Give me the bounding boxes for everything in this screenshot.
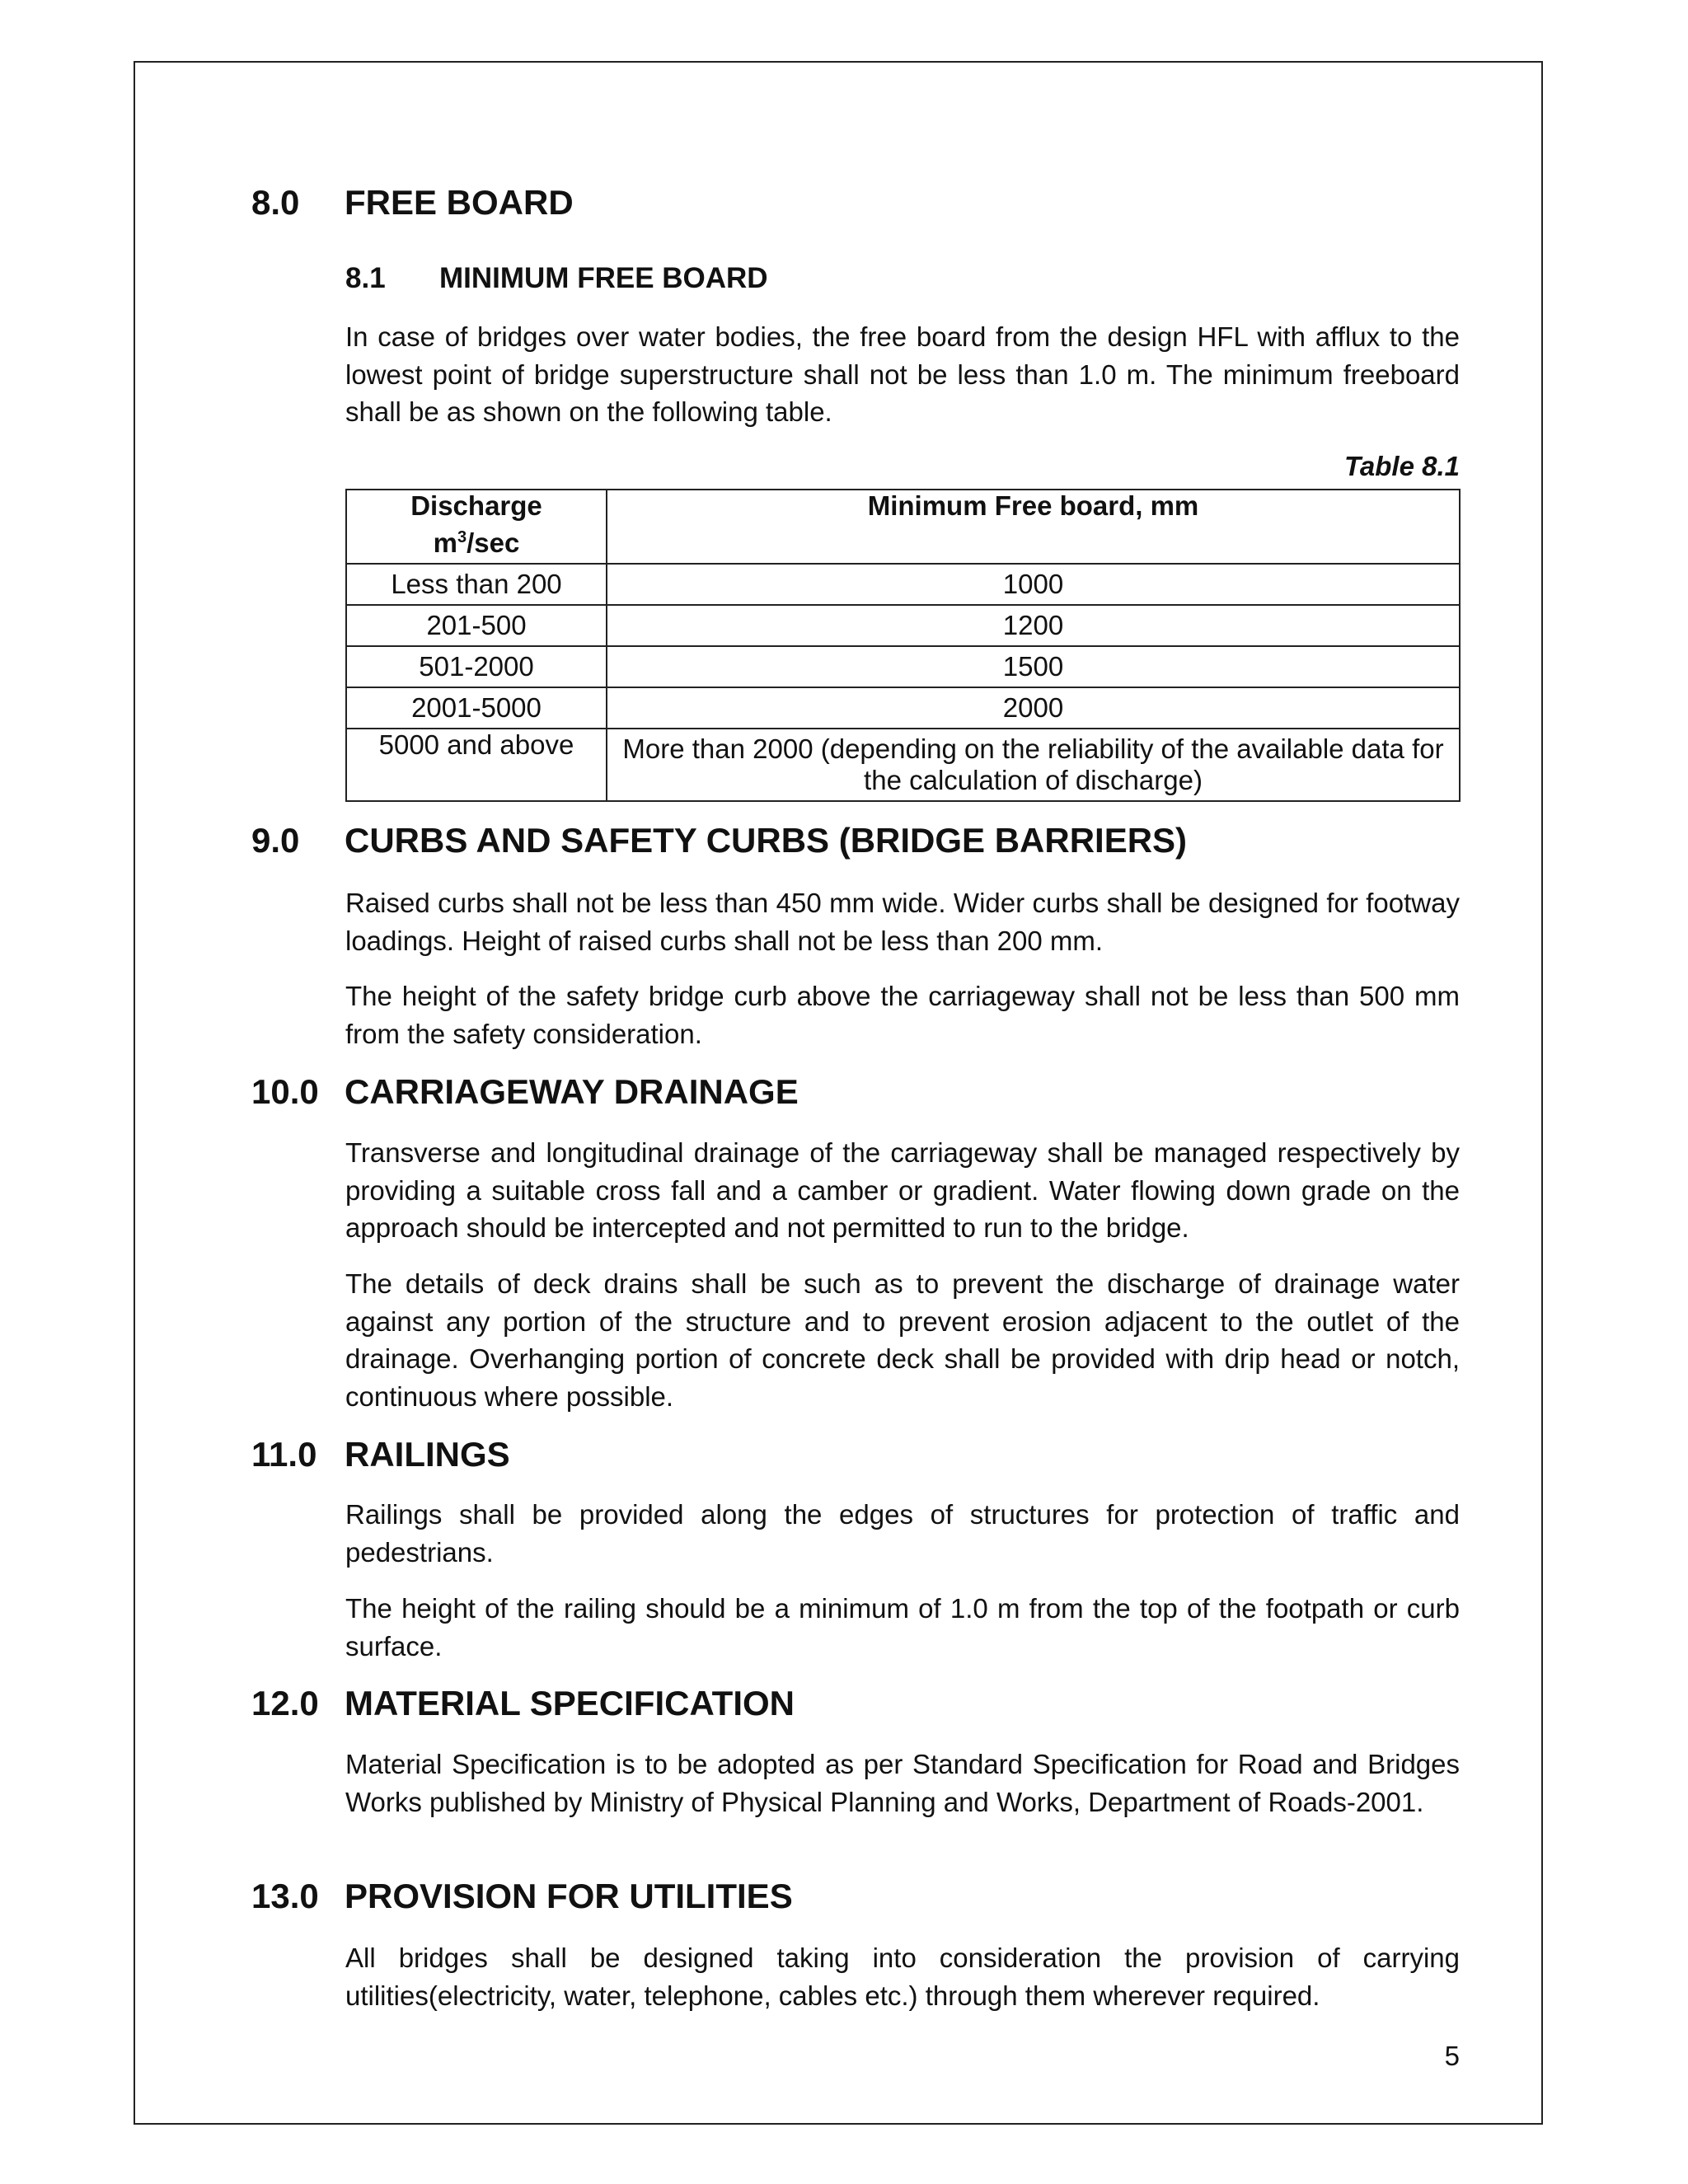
section-title: PROVISION FOR UTILITIES — [345, 1877, 793, 1915]
section-title: MATERIAL SPECIFICATION — [345, 1684, 795, 1722]
cell-freeboard: 1500 — [607, 646, 1460, 687]
header-discharge-unit: $m^3/\sec$ — [433, 527, 520, 558]
paragraph-12: Material Specification is to be adopted as per Standard Specification for Road and Bridges Works published by Ministry of Physical Planning and Works, Department of Roads-2001. — [345, 1749, 1460, 1817]
freeboard-table — [345, 489, 1461, 802]
table-row — [346, 605, 1460, 646]
section-title: RAILINGS — [345, 1435, 510, 1474]
paragraph-11-b: The height of the railing should be a minimum of 1.0 m from the top of the footpath or curb surface. — [345, 1593, 1460, 1661]
paragraph-9-a: Raised curbs shall not be less than 450 mm wide. Wider curbs shall be designed for footway loadings. Height of raised curbs shall not be less than 200 mm. — [345, 888, 1460, 956]
section-number: 8.0 — [251, 183, 300, 222]
cell-freeboard: 1000 — [607, 564, 1460, 605]
header-freeboard: Minimum Free board, mm — [607, 490, 1460, 564]
paragraph-8-1: In case of bridges over water bodies, the free board from the design HFL with afflux to the lowest point of bridge superstructure shall not be less than 1.0 m. The minimum freeboard shall be as shown on the following table. — [345, 321, 1460, 427]
table-row — [346, 646, 1460, 687]
paragraph-11-a: Railings shall be provided along the edges of structures for protection of traffic and pedestrians. — [345, 1499, 1460, 1568]
paragraph-9-b: The height of the safety bridge curb above the carriageway shall not be less than 500 mm from the safety consideration. — [345, 981, 1460, 1049]
table-caption: Table 8.1 — [1343, 451, 1460, 481]
cell-freeboard: 1200 — [607, 605, 1460, 646]
subsection-title: MINIMUM FREE BOARD — [439, 262, 768, 294]
section-title: CARRIAGEWAY DRAINAGE — [345, 1072, 799, 1111]
section-number: 9.0 — [251, 821, 300, 860]
table-row — [346, 729, 1460, 801]
section-number: 13.0 — [251, 1877, 319, 1915]
section-number: 12.0 — [251, 1684, 319, 1722]
section-number: 10.0 — [251, 1072, 319, 1111]
paragraph-13: All bridges shall be designed taking into consideration the provision of carrying utilities(electricity, water, telephone, cables etc.) through them wherever required. — [345, 1943, 1460, 2011]
section-title: CURBS AND SAFETY CURBS (BRIDGE BARRIERS) — [345, 821, 1188, 860]
header-discharge-label: Discharge — [410, 490, 542, 521]
cell-discharge: 501-2000 — [346, 646, 607, 687]
table-row — [346, 564, 1460, 605]
table-row — [346, 687, 1460, 729]
cell-discharge: 2001-5000 — [346, 687, 607, 729]
section-title: FREE BOARD — [345, 183, 574, 222]
table-header-row — [346, 490, 1460, 564]
cell-discharge: Less than 200 — [346, 564, 607, 605]
page-number: 5 — [1444, 2041, 1460, 2071]
cell-freeboard: 2000 — [607, 687, 1460, 729]
header-discharge — [346, 490, 607, 564]
subsection-number: 8.1 — [345, 262, 386, 294]
cell-discharge: 5000 and above — [346, 729, 607, 801]
paragraph-10-b: The details of deck drains shall be such as to prevent the discharge of drainage water against any portion of the structure and to prevent erosion adjacent to the outlet of the drainage. Overhanging portion of concrete deck shall be provided with drip head or notch, continuous where possible. — [345, 1268, 1460, 1412]
section-number: 11.0 — [251, 1435, 317, 1474]
cell-discharge: 201-500 — [346, 605, 607, 646]
cell-freeboard: More than 2000 (depending on the reliability of the available data for the calculation of discharge) — [607, 729, 1460, 801]
paragraph-10-a: Transverse and longitudinal drainage of the carriageway shall be managed respectively by providing a suitable cross fall and a camber or gradient. Water flowing down grade on the approach should be intercepted and not permitted to run to the bridge. — [345, 1137, 1460, 1243]
